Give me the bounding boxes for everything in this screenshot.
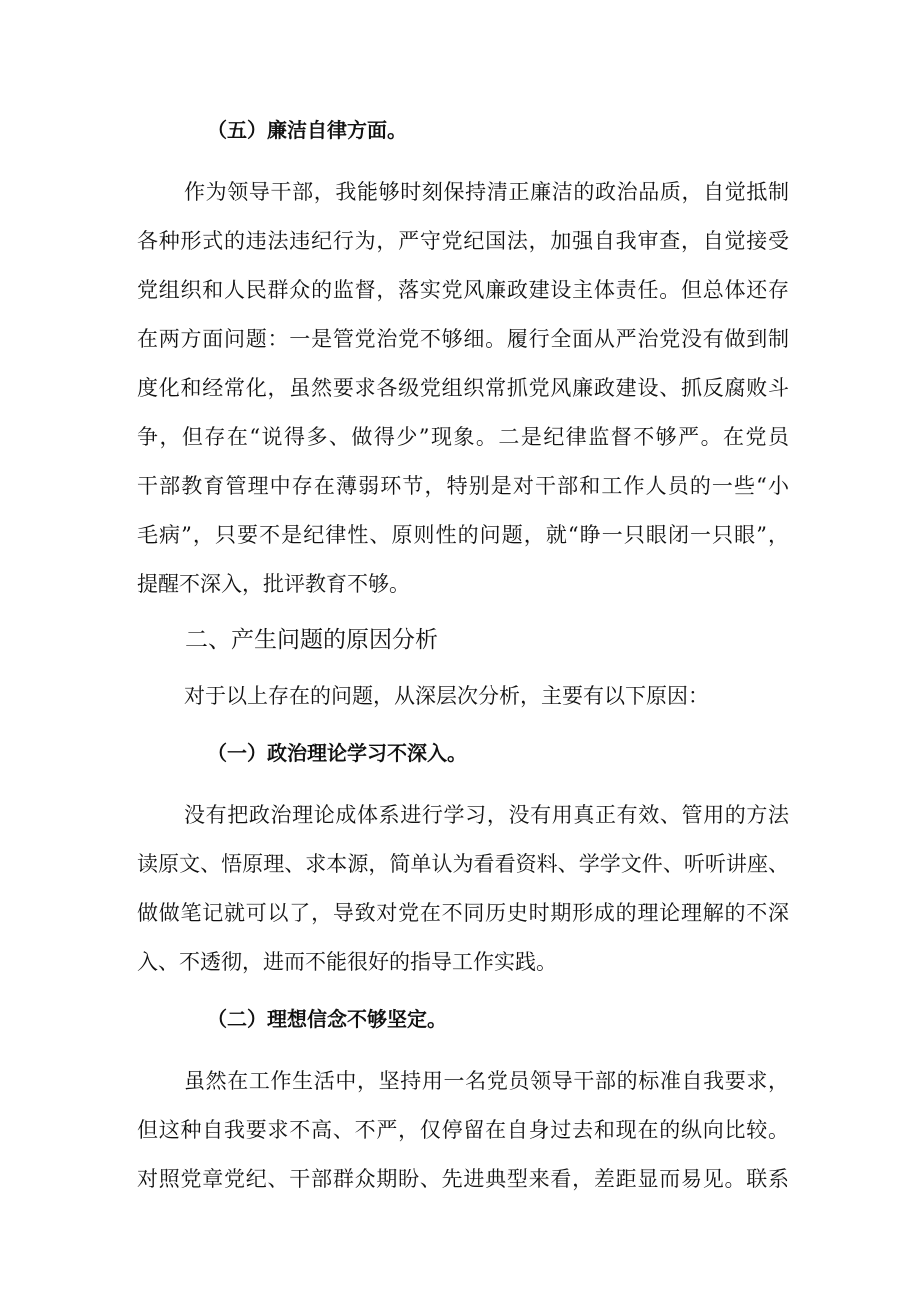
paragraph-line: 入、不透彻，进而不能很好的指导工作实践。 xyxy=(137,950,557,974)
paragraph-line: 各种形式的违法违纪行为，严守党纪国法，加强自我审查，自觉接受 xyxy=(137,229,789,253)
paragraph-line: 读原文、悟原理、求本源，简单认为看看资料、学学文件、听听讲座、 xyxy=(137,852,789,876)
paragraph-line: 党组织和人民群众的监督，落实党风廉政建设主体责任。但总体还存 xyxy=(137,278,789,302)
paragraph-line: 虽然在工作生活中，坚持用一名党员领导干部的标准自我要求， xyxy=(184,1069,789,1093)
paragraph-line: 没有把政治理论成体系进行学习，没有用真正有效、管用的方法 xyxy=(184,803,789,827)
section-intro: 对于以上存在的问题，从深层次分析，主要有以下原因： xyxy=(184,684,709,708)
section-heading-2: 二、产生问题的原因分析 xyxy=(185,627,438,653)
paragraph-line: 度化和经常化，虽然要求各级党组织常抓党风廉政建设、抓反腐败斗 xyxy=(137,376,789,400)
paragraph-line: 做做笔记就可以了，导致对党在不同历史时期形成的理论理解的不深 xyxy=(137,901,789,925)
paragraph-line: 干部教育管理中存在薄弱环节，特别是对干部和工作人员的一些“小 xyxy=(137,474,789,498)
paragraph-line: 在两方面问题：一是管党治党不够细。履行全面从严治党没有做到制 xyxy=(137,327,789,351)
paragraph-line: 毛病”，只要不是纪律性、原则性的问题，就“睁一只眼闭一只眼”， xyxy=(137,523,789,547)
paragraph-line: 对照党章党纪、干部群众期盼、先进典型来看，差距显而易见。联系 xyxy=(137,1167,789,1191)
paragraph-line: 但这种自我要求不高、不严，仅停留在自身过去和现在的纵向比较。 xyxy=(137,1118,789,1142)
paragraph-line: 提醒不深入，批评教育不够。 xyxy=(137,572,410,596)
paragraph-line: 作为领导干部，我能够时刻保持清正廉洁的政治品质，自觉抵制 xyxy=(184,180,789,204)
subsection-heading-1: （一）政治理论学习不深入。 xyxy=(207,741,467,765)
paragraph-line: 争，但存在“说得多、做得少”现象。二是纪律监督不够严。在党员 xyxy=(137,425,789,449)
subsection-heading-2: （二）理想信念不够坚定。 xyxy=(207,1007,447,1031)
subsection-heading-5: （五）廉洁自律方面。 xyxy=(207,118,407,142)
